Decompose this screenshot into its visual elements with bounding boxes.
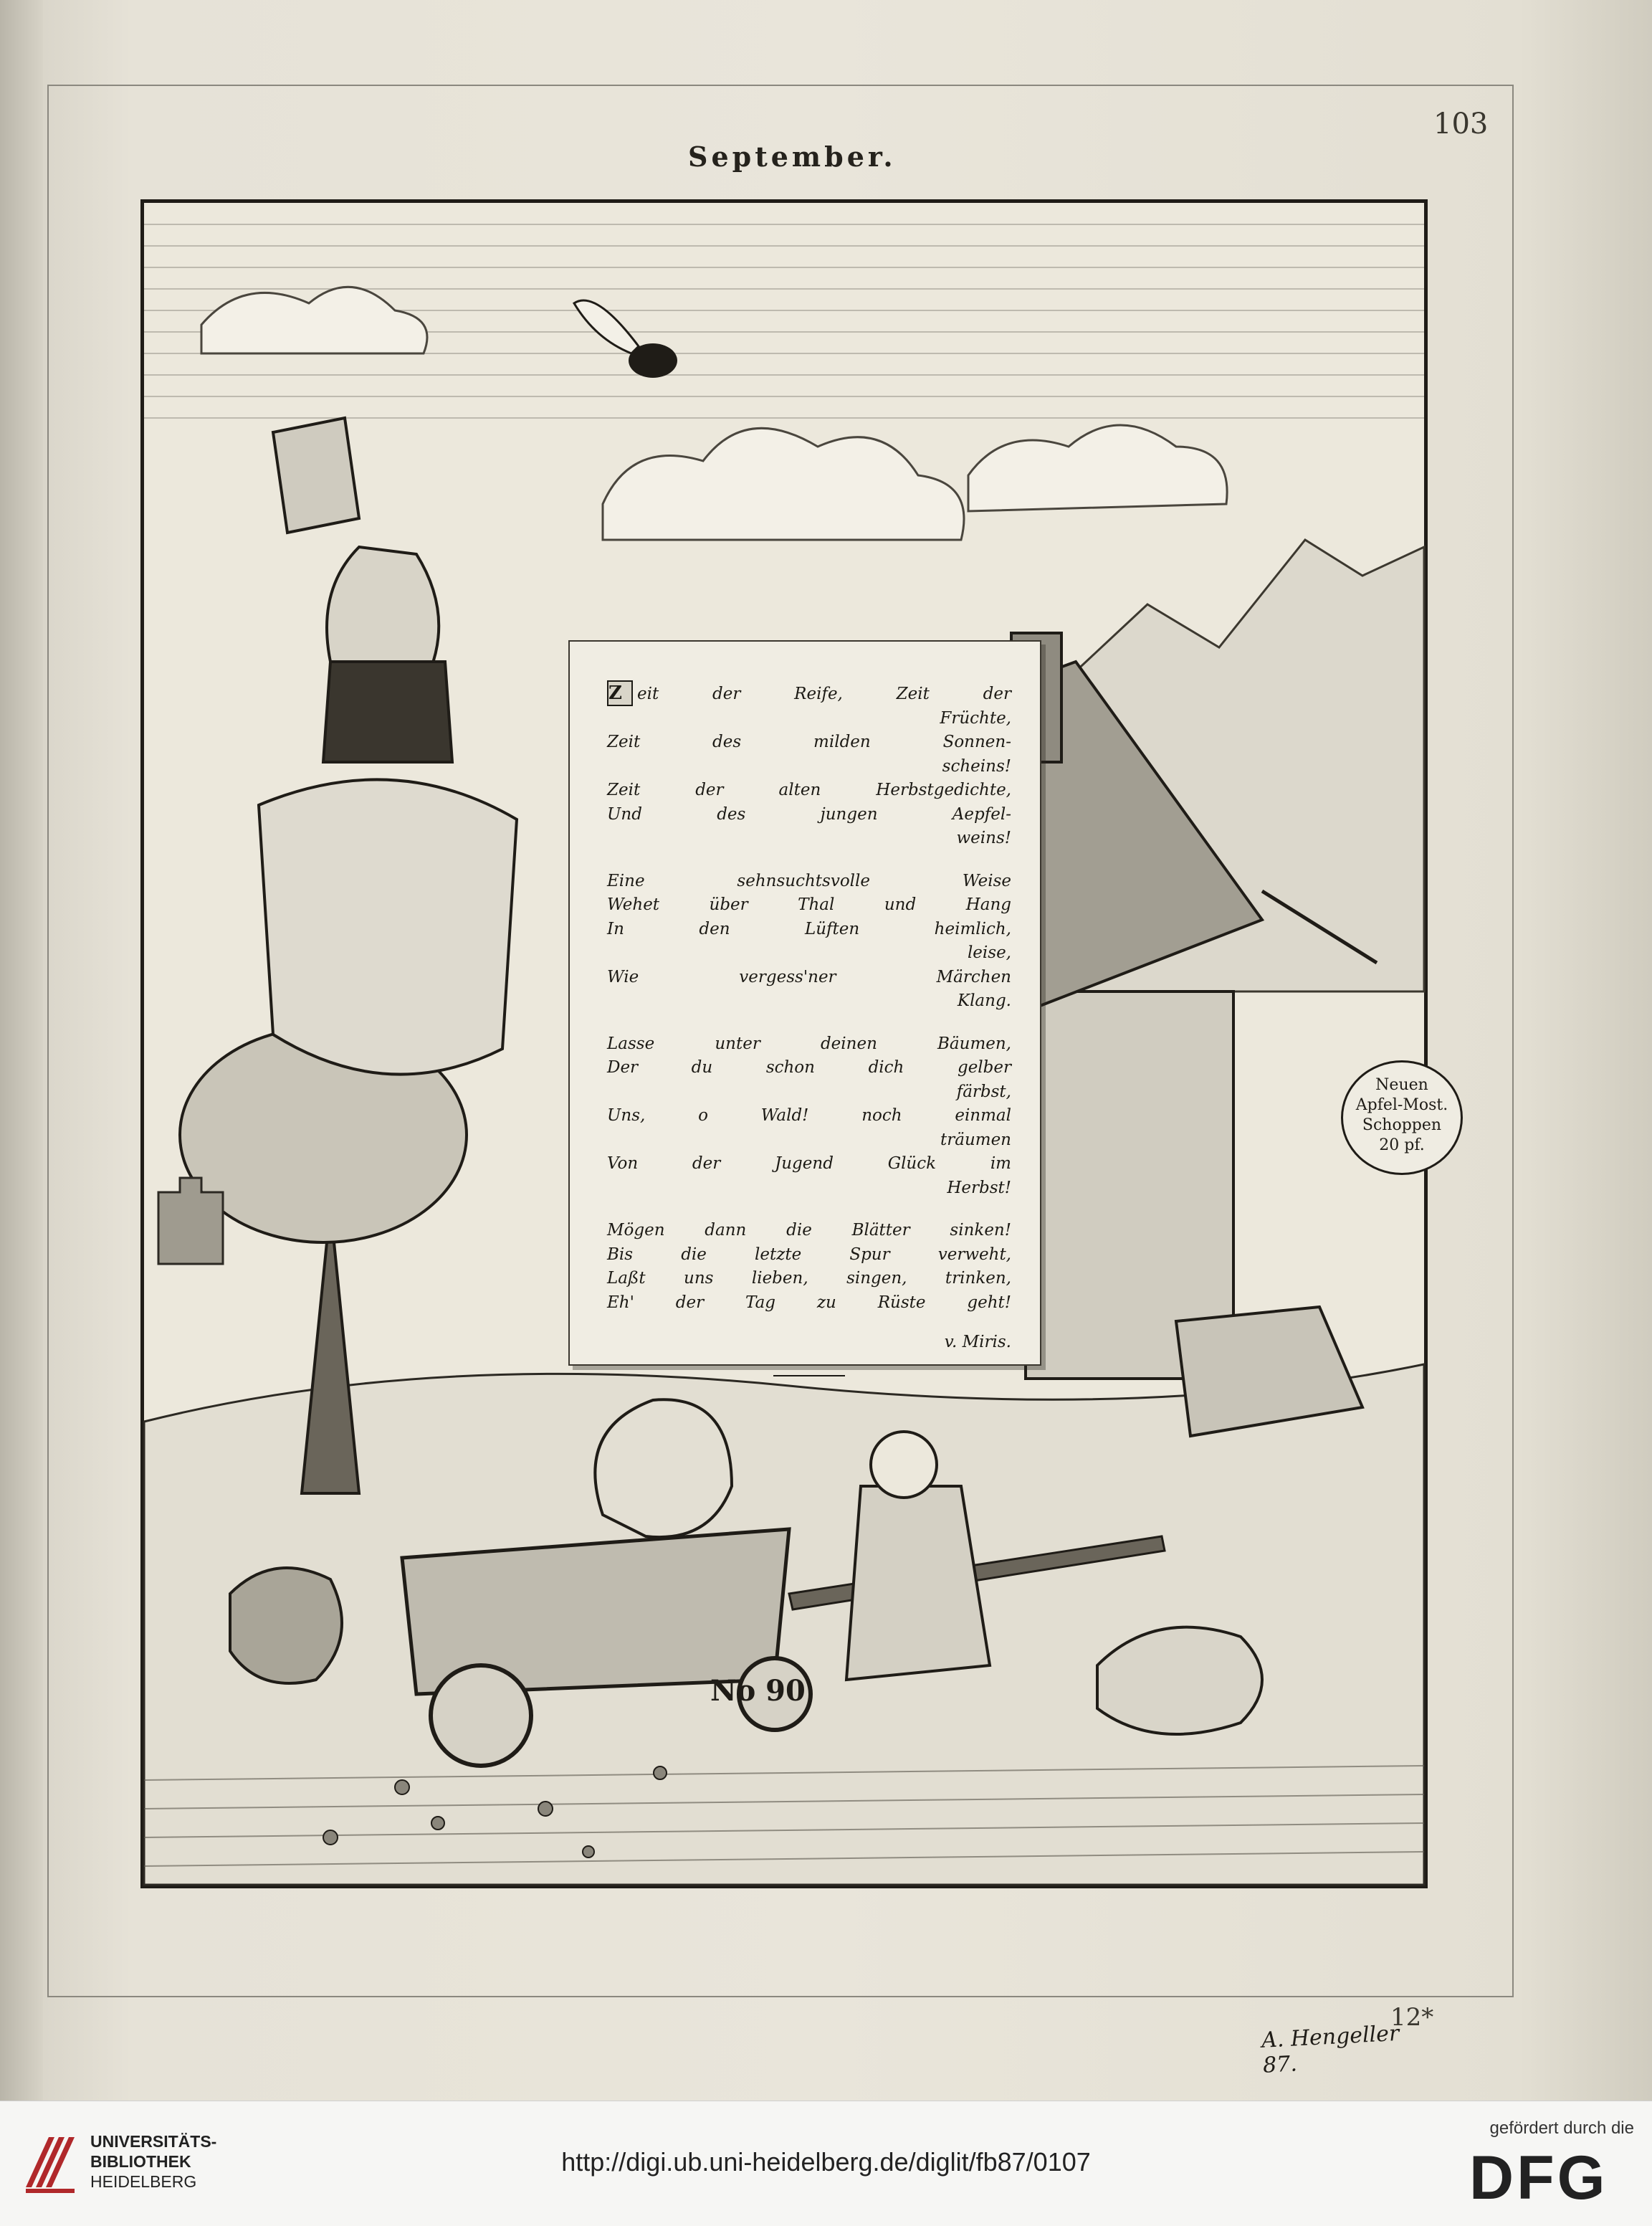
cart-wheel-left [431, 1665, 531, 1766]
bee-wing [574, 300, 639, 353]
left-page-bleed [0, 0, 43, 2101]
poem-line: Uns, o Wald! noch einmal [607, 1106, 1011, 1125]
poem-line: Wie vergess'ner Märchen [607, 967, 1011, 986]
hare [230, 1568, 342, 1683]
poem-line: weins! [956, 829, 1011, 847]
poem-line: Laßt uns lieben, singen, trinken, [607, 1269, 1011, 1288]
poem-line: Der du schon dich gelber [607, 1058, 1011, 1077]
poem-line: färbst, [956, 1082, 1011, 1101]
permalink-url[interactable]: http://digi.ub.uni-heidelberg.de/diglit/fb87/0107 [561, 2147, 1091, 2177]
poem-line: Früchte, [940, 708, 1011, 728]
poem-line: Wehet über Thal und Hang [607, 895, 1011, 914]
poem-stanza-1 [607, 680, 1011, 851]
institution-line: UNIVERSITÄTS- [90, 2132, 217, 2151]
institution-line: HEIDELBERG [90, 2172, 197, 2191]
drop-cap-initial: Z [607, 680, 633, 706]
poem-line: leise, [967, 943, 1011, 962]
poem-stanza-4 [607, 1219, 1011, 1315]
sack [595, 1399, 732, 1537]
sign-line: Schoppen [1362, 1116, 1442, 1134]
month-title: September. [688, 141, 897, 173]
poem-line: träumen [940, 1130, 1011, 1149]
poem-author: v. Miris. [944, 1333, 1011, 1351]
poem-line: Und des jungen Aepfel- [607, 804, 1011, 824]
poem-line: Herbst! [947, 1178, 1011, 1197]
poem-panel [568, 640, 1041, 1366]
artist-signature: A. Hengeller 87. [1261, 2020, 1400, 2078]
poem-stanza-3 [607, 1032, 1011, 1201]
poem-line: Mögen dann die Blätter sinken! [607, 1221, 1011, 1240]
sign-line: Neuen [1375, 1076, 1428, 1094]
sheet-signature: 12* [1390, 2003, 1434, 2032]
poem-line: Z eit der Reife, Zeit der [607, 680, 1011, 707]
poem-line: Eh' der Tag zu Rüste geht! [607, 1293, 1011, 1312]
hat [323, 662, 452, 762]
sack-label: No 90 [710, 1674, 806, 1708]
soldier-head [871, 1432, 937, 1498]
poem-line: scheins! [942, 756, 1011, 776]
poem-line: Klang. [957, 991, 1011, 1010]
poem-line: Lasse unter deinen Bäumen, [607, 1034, 1011, 1053]
poem-stanza-2 [607, 870, 1011, 1014]
page-number: 103 [1433, 108, 1489, 141]
sign-line: Apfel-Most. [1355, 1096, 1448, 1114]
institution-line: BIBLIOTHEK [90, 2152, 191, 2171]
basket [273, 418, 359, 533]
dfg-logo[interactable]: DFG [1469, 2144, 1608, 2212]
viewer-footer-bar [0, 2101, 1652, 2226]
poem-line: Von der Jugend Glück im [607, 1154, 1011, 1173]
poem-line: Eine sehnsuchtsvolle Weise [607, 871, 1011, 890]
poem-end-rule [773, 1375, 845, 1376]
poem-line: In den Lüften heimlich, [607, 919, 1011, 938]
poem-line: Zeit der alten Herbstgedichte, [607, 781, 1011, 799]
poem-line: Bis die letzte Spur verweht, [607, 1245, 1011, 1264]
cider-sign [1341, 1060, 1463, 1175]
sign-line: 20 pf. [1379, 1136, 1425, 1154]
funder-caption: gefördert durch die [1489, 2118, 1634, 2138]
tree-trunk [302, 1207, 359, 1493]
shield-with-fruit [259, 779, 517, 1074]
poem-line: Zeit des milden Sonnen- [607, 733, 1011, 751]
